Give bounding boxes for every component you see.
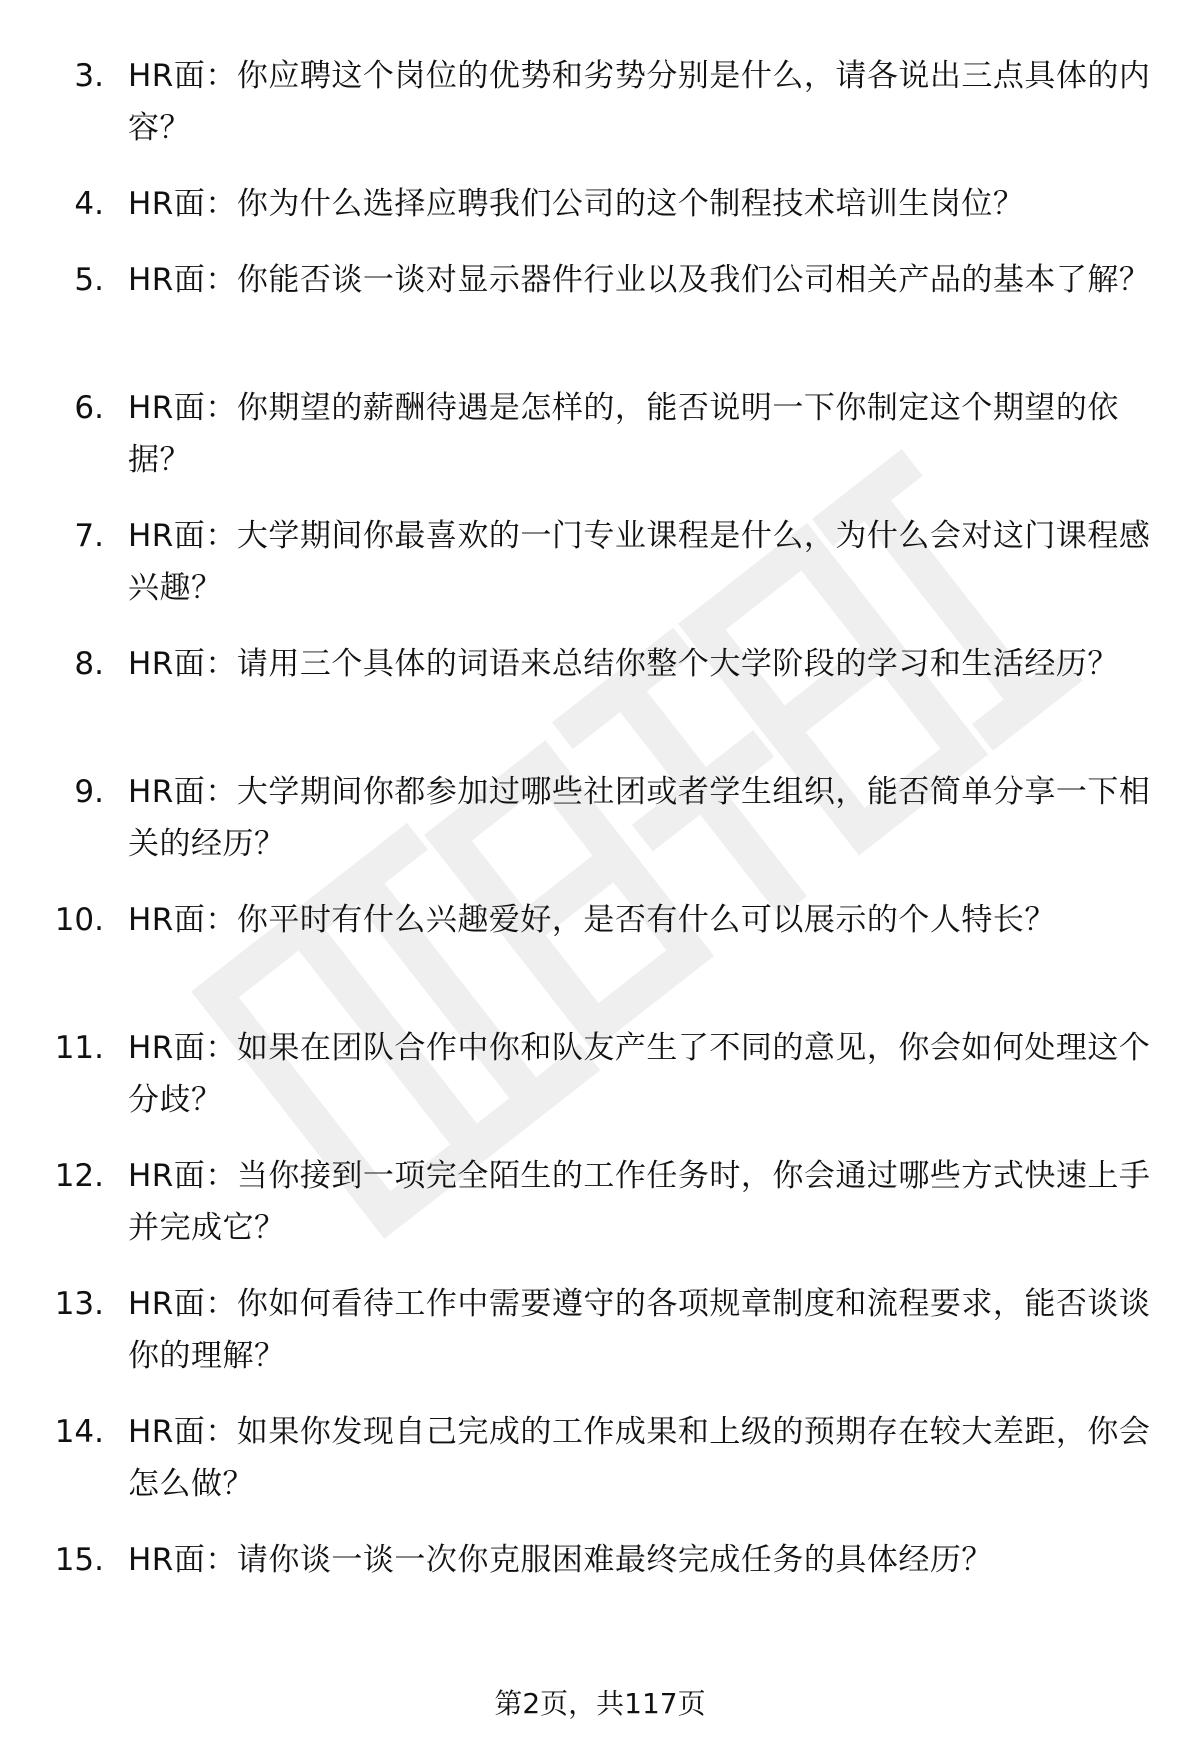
list-item — [0, 50, 1200, 154]
question-number: 8. — [74, 646, 104, 682]
question-number: 10. — [54, 902, 104, 938]
list-item — [0, 638, 1200, 742]
question-number: 12. — [54, 1158, 104, 1194]
question-number: 4. — [74, 186, 104, 222]
question-text: HR面：请用三个具体的词语来总结你整个大学阶段的学习和生活经历？ — [128, 646, 1119, 682]
question-number: 11. — [54, 1030, 104, 1066]
question-text: HR面：你能否谈一谈对显示器件行业以及我们公司相关产品的基本了解？ — [128, 262, 1151, 298]
list-item — [0, 510, 1200, 614]
question-number: 7. — [74, 518, 104, 554]
question-text: HR面：你平时有什么兴趣爱好，是否有什么可以展示的个人特长？ — [128, 902, 1056, 938]
question-text: HR面：你如何看待工作中需要遵守的各项规章制度和流程要求，能否谈谈你的理解？ — [128, 1286, 1151, 1374]
question-list — [0, 50, 1200, 1610]
question-text: HR面：你期望的薪酬待遇是怎样的，能否说明一下你制定这个期望的依据？ — [128, 390, 1119, 478]
page-number-footer: 第2页，共117页 — [494, 1687, 706, 1720]
question-number: 13. — [54, 1286, 104, 1322]
question-number: 15. — [54, 1542, 104, 1578]
question-number: 9. — [74, 774, 104, 810]
question-text: HR面：大学期间你都参加过哪些社团或者学生组织，能否简单分享一下相关的经历？ — [128, 774, 1151, 862]
list-item — [0, 178, 1200, 230]
question-text: HR面：大学期间你最喜欢的一门专业课程是什么，为什么会对这门课程感兴趣？ — [128, 518, 1151, 606]
question-text: HR面：如果你发现自己完成的工作成果和上级的预期存在较大差距，你会怎么做？ — [128, 1414, 1151, 1502]
question-number: 6. — [74, 390, 104, 426]
list-item — [0, 254, 1200, 358]
list-item — [0, 894, 1200, 998]
list-item — [0, 766, 1200, 870]
question-text: HR面：当你接到一项完全陌生的工作任务时，你会通过哪些方式快速上手并完成它？ — [128, 1158, 1151, 1246]
list-item — [0, 1406, 1200, 1510]
question-text: HR面：如果在团队合作中你和队友产生了不同的意见，你会如何处理这个分歧？ — [128, 1030, 1151, 1118]
question-text: HR面：你应聘这个岗位的优势和劣势分别是什么，请各说出三点具体的内容？ — [128, 58, 1151, 146]
question-text: HR面：你为什么选择应聘我们公司的这个制程技术培训生岗位？ — [128, 186, 1025, 222]
list-item — [0, 382, 1200, 486]
list-item — [0, 1278, 1200, 1382]
question-number: 3. — [74, 58, 104, 94]
list-item — [0, 1150, 1200, 1254]
question-number: 5. — [74, 262, 104, 298]
list-item — [0, 1022, 1200, 1126]
question-text: HR面：请你谈一谈一次你克服困难最终完成任务的具体经历？ — [128, 1542, 993, 1578]
list-item — [0, 1534, 1200, 1586]
question-number: 14. — [54, 1414, 104, 1450]
